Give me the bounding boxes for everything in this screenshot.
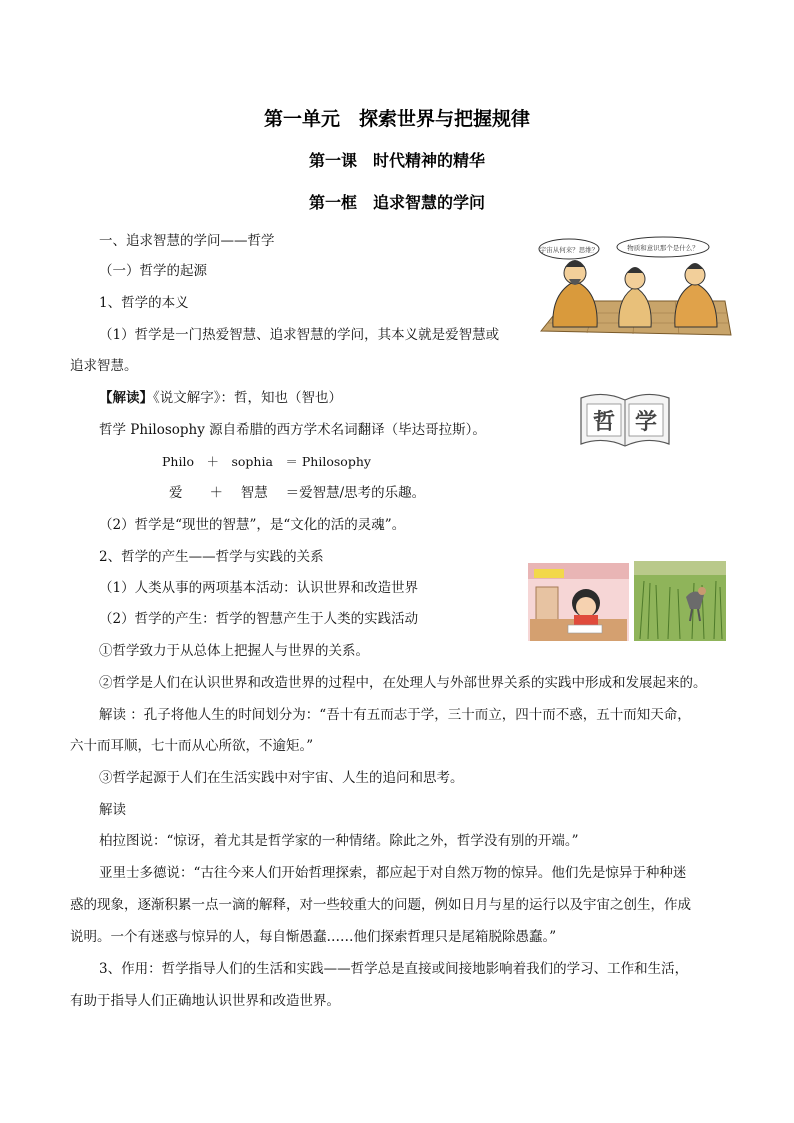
subsection-heading: （一）哲学的起源 bbox=[99, 263, 207, 279]
interpretation-text: 《说文解字》：哲，知也（智也） bbox=[153, 390, 342, 406]
point-heading: 1、哲学的本义 bbox=[99, 295, 189, 311]
point-heading: 2、哲学的产生——哲学与实践的关系 bbox=[99, 549, 324, 565]
formula-line: 爱 ＋ 智慧 ＝爱智慧/思考的乐趣。 bbox=[169, 485, 426, 501]
section-heading: 一、追求智慧的学问——哲学 bbox=[99, 233, 275, 249]
paragraph-line: 追求智慧。 bbox=[70, 358, 138, 374]
interpretation-line bbox=[99, 389, 342, 407]
cartoon-bubble-text: 宇宙从何来？思维？ bbox=[539, 246, 599, 254]
paragraph-line: （2）哲学的产生：哲学的智慧产生于人类的实践活动 bbox=[99, 611, 419, 627]
lesson-title: 第一课 时代精神的精华 bbox=[308, 151, 485, 170]
paragraph-line: 柏拉图说：“惊讶，着尤其是哲学家的一种情绪。除此之外，哲学没有别的开端。” bbox=[99, 833, 579, 849]
girl-studying-image bbox=[528, 563, 629, 641]
paragraph-line: 亚里士多德说：“古往今来人们开始哲理探索，都应起于对自然万物的惊异。他们先是惊异于种种迷 bbox=[99, 865, 687, 881]
paragraph-line: （2）哲学是“现世的智慧”，是“文化的活的灵魂”。 bbox=[99, 517, 406, 533]
unit-title: 第一单元 探索世界与把握规律 bbox=[263, 108, 530, 130]
paragraph-line: 解读 bbox=[99, 802, 126, 818]
rice-field-image bbox=[634, 561, 726, 641]
paragraph-line: 惑的现象，逐渐积累一点一滴的解释，对一些较重大的问题，例如日月与星的运行以及宇宙之创生，作成 bbox=[70, 897, 691, 913]
paragraph-line: ①哲学致力于从总体上把握人与世界的关系。 bbox=[99, 643, 369, 659]
paragraph-line: ②哲学是人们在认识世界和改造世界的过程中，在处理人与外部世界关系的实践中形成和发展起来的。 bbox=[99, 675, 707, 691]
paragraph-line: 解读 ：孔子将他人生的时间划分为：“吾十有五而志于学，三十而立，四十而不惑，五十而知天命， bbox=[99, 707, 691, 723]
paragraph-line: ③哲学起源于人们在生活实践中对宇宙、人生的追问和思考。 bbox=[99, 770, 464, 786]
book-character: 学 bbox=[634, 410, 658, 435]
philosophy-book-image bbox=[577, 388, 673, 454]
formula-line: Philo ＋ sophia ＝ Philosophy bbox=[162, 454, 371, 469]
philosophers-cartoon-image bbox=[535, 235, 733, 339]
paragraph-line: 3、作用：哲学指导人们的生活和实践——哲学总是直接或间接地影响着我们的学习、工作和生活， bbox=[99, 961, 689, 977]
book-character: 哲 bbox=[592, 410, 616, 435]
paragraph-line: 六十而耳顺，七十而从心所欲，不逾矩。” bbox=[70, 738, 314, 754]
paragraph-line: 有助于指导人们正确地认识世界和改造世界。 bbox=[70, 993, 340, 1009]
paragraph-line: 说明。一个有迷惑与惊异的人，每自惭愚蠢……他们探索哲理只是尾箱脱除愚蠢。” bbox=[70, 929, 557, 945]
paragraph-line: （1）人类从事的两项基本活动：认识世界和改造世界 bbox=[99, 580, 419, 596]
cartoon-bubble-text: 物质和意识那个是什么？ bbox=[627, 244, 699, 252]
frame-title: 第一框 追求智慧的学问 bbox=[308, 193, 485, 212]
interpretation-label: 【解读】 bbox=[99, 390, 153, 406]
paragraph-line: （1）哲学是一门热爱智慧、追求智慧的学问，其本义就是爱智慧或 bbox=[99, 327, 500, 343]
paragraph-line: 哲学 Philosophy 源自希腊的西方学术名词翻译（毕达哥拉斯）。 bbox=[99, 422, 486, 438]
